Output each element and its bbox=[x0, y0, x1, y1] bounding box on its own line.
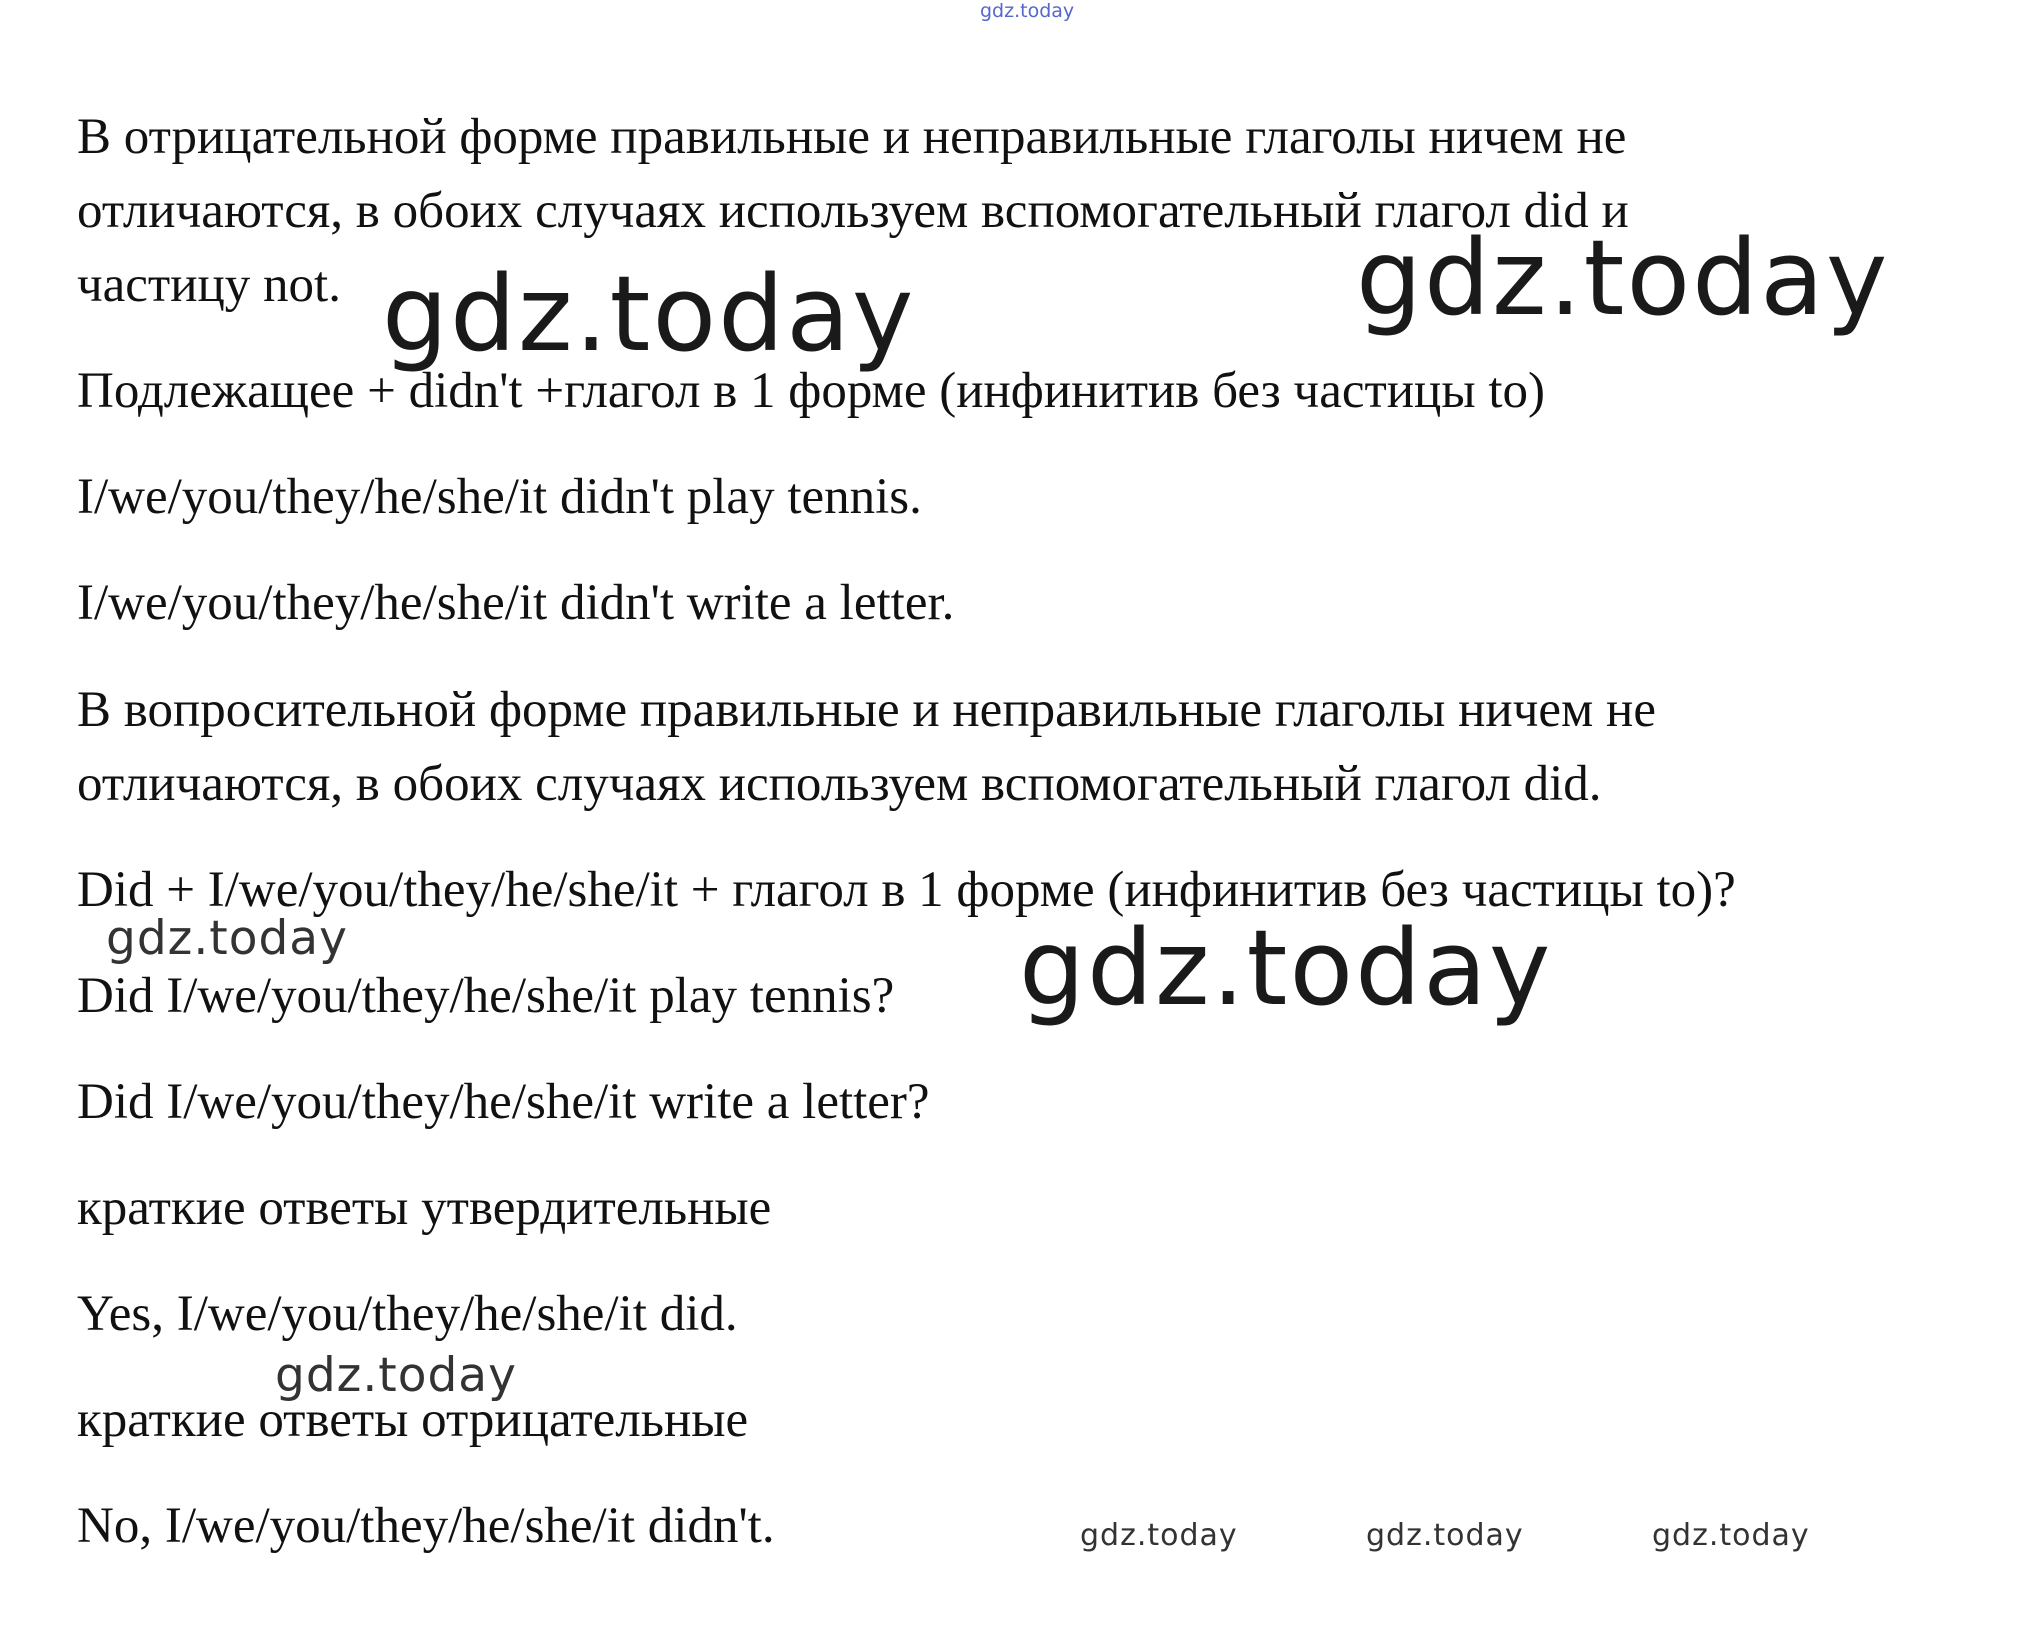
negative-example-letter: I/we/you/they/he/she/it didn't write a letter. bbox=[77, 575, 955, 631]
short-answers-negative-heading: краткие ответы отрицательные bbox=[77, 1392, 749, 1448]
watermark-large-3: gdz.today bbox=[1019, 907, 1553, 1029]
paragraph-question-line-2: отличаются, в обоих случаях используем вспомогательный глагол did. bbox=[77, 756, 1602, 812]
watermark-medium-1: gdz.today bbox=[106, 911, 348, 966]
watermark-large-2: gdz.today bbox=[1356, 217, 1890, 339]
short-answers-positive-heading: краткие ответы утвердительные bbox=[77, 1180, 772, 1236]
paragraph-negative-line-2: отличаются, в обоих случаях используем вспомогательный глагол did и bbox=[77, 183, 1629, 239]
question-example-tennis: Did I/we/you/they/he/she/it play tennis? bbox=[77, 968, 895, 1024]
short-answer-positive: Yes, I/we/you/they/he/she/it did. bbox=[77, 1286, 738, 1342]
watermark-small-2: gdz.today bbox=[1366, 1518, 1524, 1553]
negative-example-tennis: I/we/you/they/he/she/it didn't play tennis. bbox=[77, 469, 922, 525]
paragraph-negative-line-1: В отрицательной форме правильные и неправильные глаголы ничем не bbox=[77, 109, 1627, 165]
watermark-large-1: gdz.today bbox=[382, 253, 916, 375]
short-answer-negative: No, I/we/you/they/he/she/it didn't. bbox=[77, 1498, 775, 1554]
question-formula: Did + I/we/you/they/he/she/it + глагол в 1 форме (инфинитив без частицы to)? bbox=[77, 862, 1736, 918]
watermark-top: gdz.today bbox=[980, 0, 1075, 22]
watermark-small-3: gdz.today bbox=[1652, 1518, 1810, 1553]
question-example-letter: Did I/we/you/they/he/she/it write a letter? bbox=[77, 1074, 930, 1130]
paragraph-negative-line-3: частицу not. bbox=[77, 257, 341, 313]
paragraph-question-line-1: В вопросительной форме правильные и неправильные глаголы ничем не bbox=[77, 682, 1656, 738]
watermark-small-1: gdz.today bbox=[1080, 1518, 1238, 1553]
watermark-medium-2: gdz.today bbox=[275, 1348, 517, 1403]
negative-formula: Подлежащее + didn't +глагол в 1 форме (инфинитив без частицы to) bbox=[77, 363, 1546, 419]
